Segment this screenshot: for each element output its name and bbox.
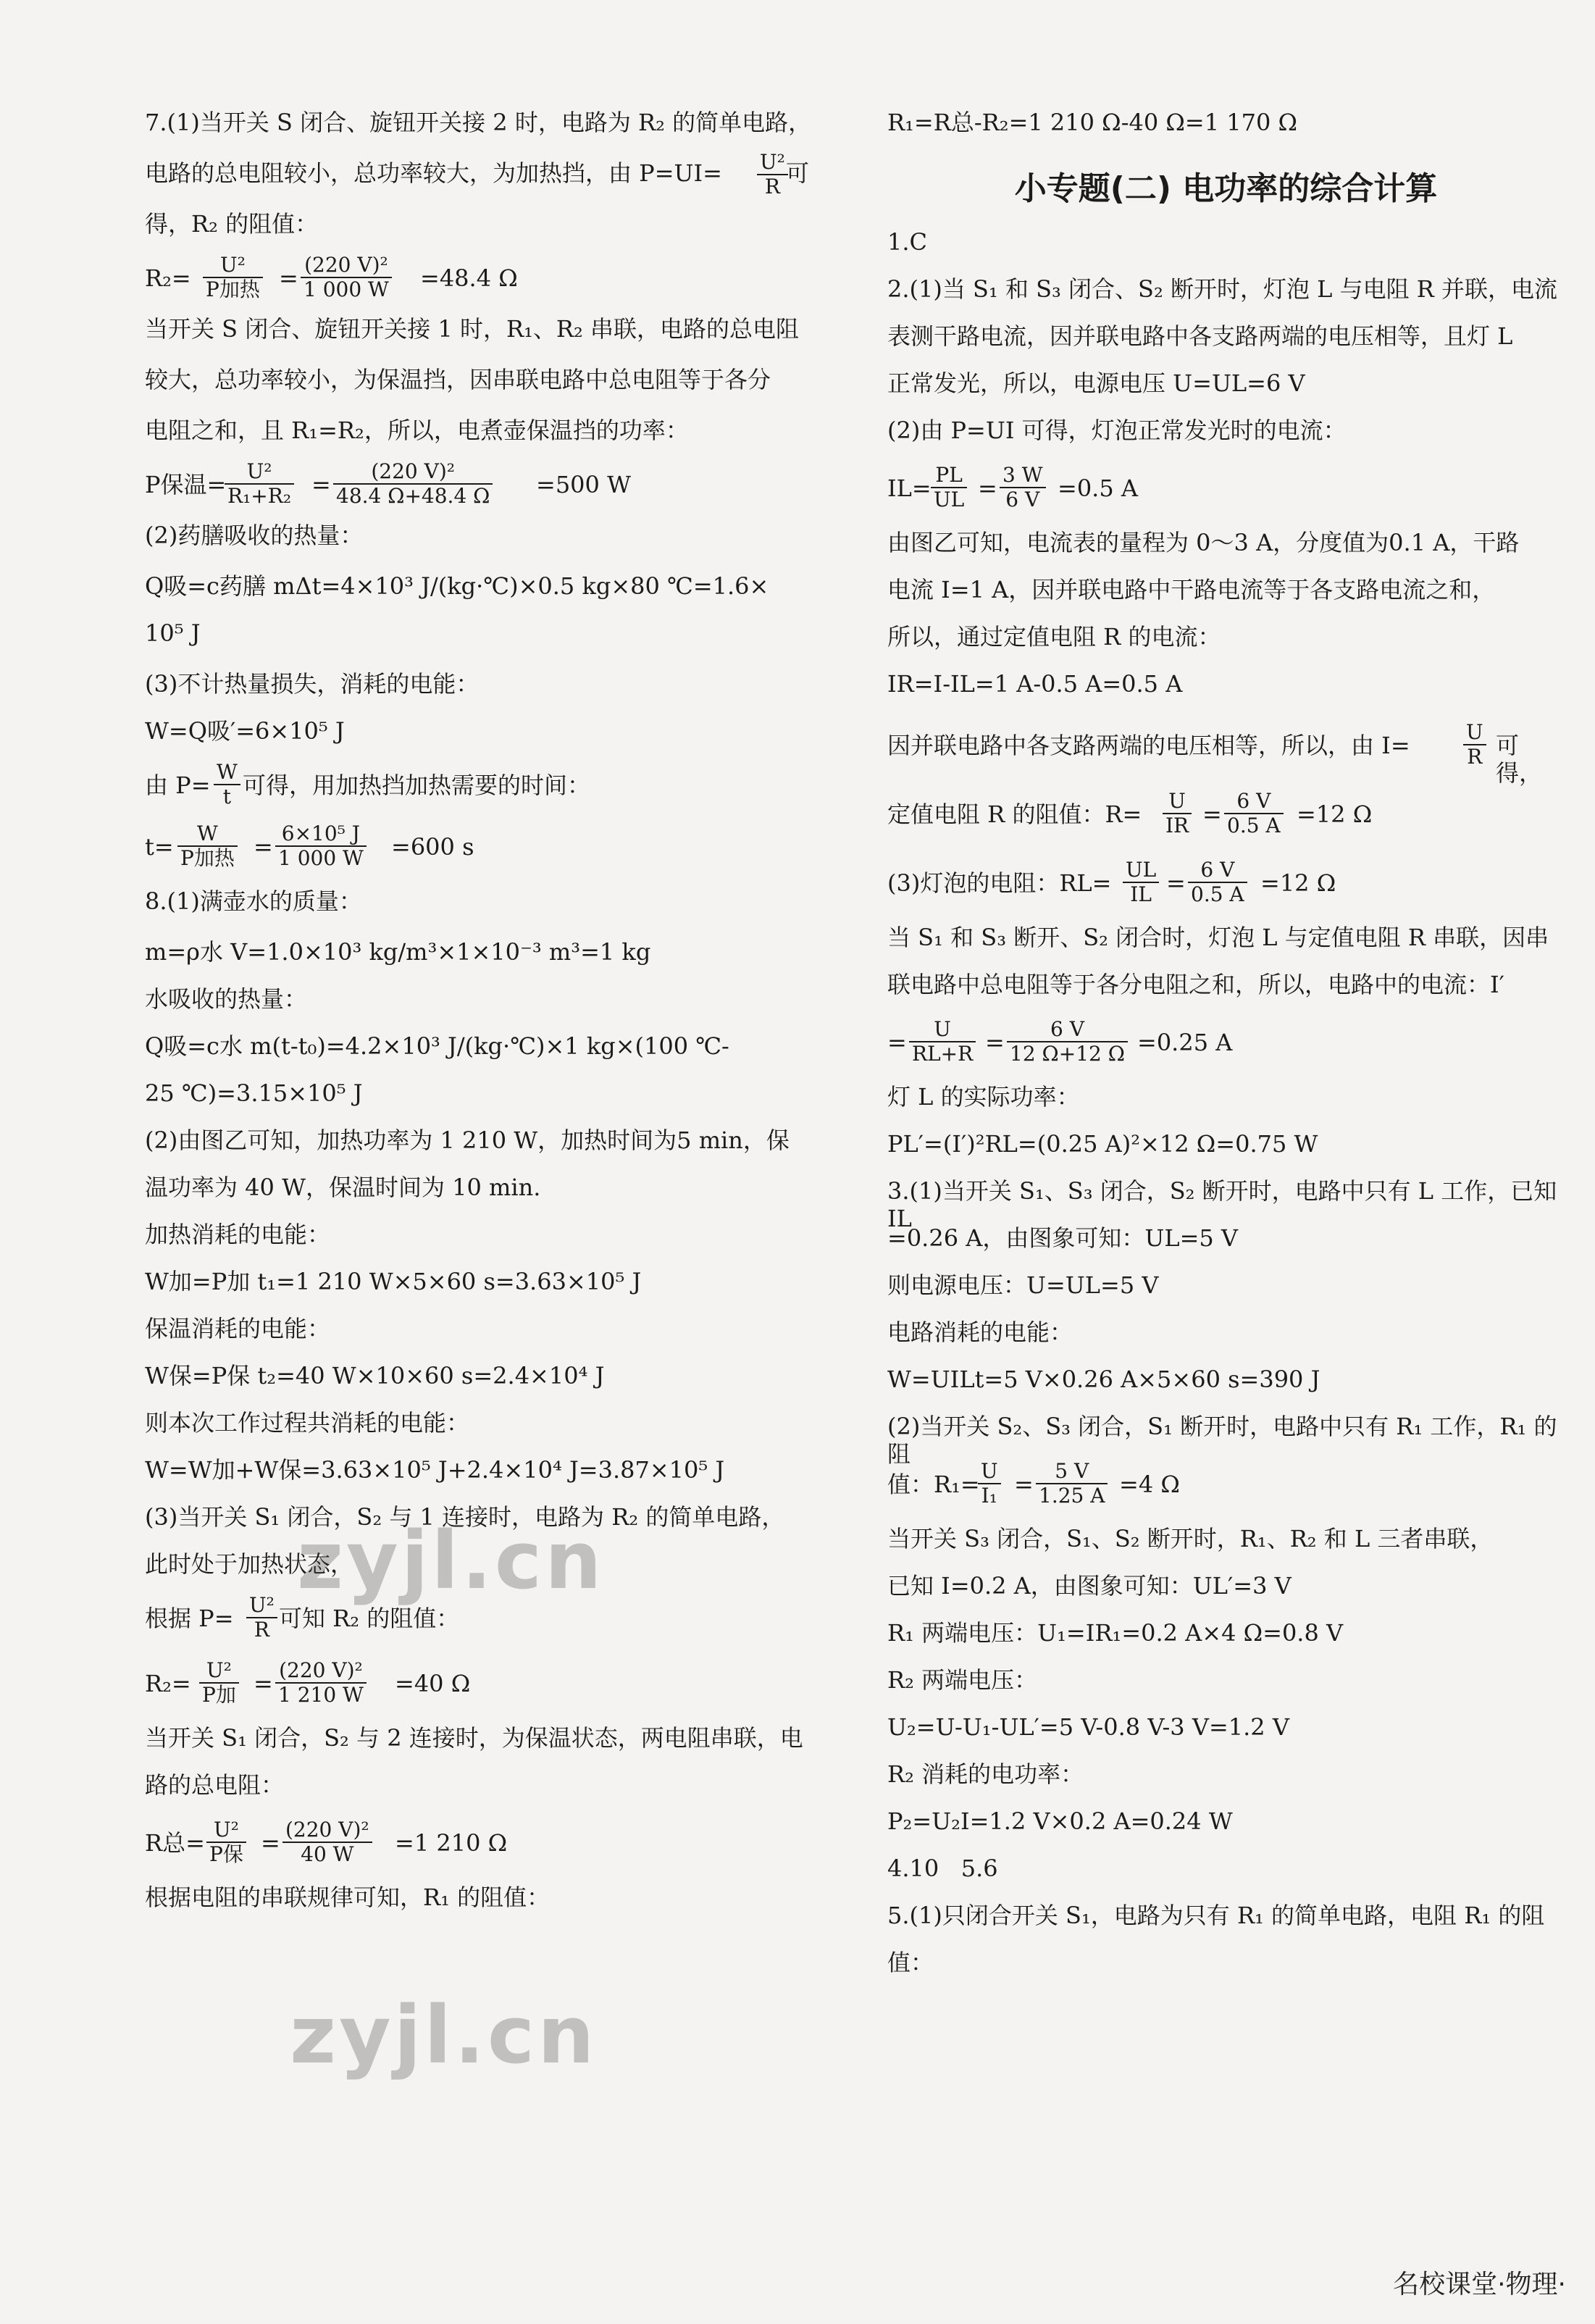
text-line: W=Q吸′=6×10⁵ J — [145, 717, 345, 745]
fraction-denominator: R₁+R₂ — [227, 484, 292, 508]
fraction — [1163, 790, 1192, 837]
text-line: 由 P= — [145, 772, 211, 799]
text-line: 5.(1)只闭合开关 S₁，电路为只有 R₁ 的简单电路，电阻 R₁ 的阻 — [887, 1902, 1545, 1929]
text-line: 加热消耗的电能： — [145, 1221, 331, 1248]
text-line: 3.(1)当开关 S₁、S₃ 闭合，S₂ 断开时，电路中只有 L 工作，已知 IL — [887, 1177, 1565, 1232]
text-line: R₂ 消耗的电功率： — [887, 1760, 1084, 1788]
text-line: 则本次工作过程共消耗的电能： — [145, 1409, 470, 1437]
fraction — [199, 1659, 239, 1707]
fraction-denominator: 1 210 W — [278, 1683, 364, 1707]
fraction — [1000, 464, 1046, 511]
text-line: P₂=U₂I=1.2 V×0.2 A=0.24 W — [887, 1807, 1233, 1835]
text-line: R₁=R总-R₂=1 210 Ω-40 Ω=1 170 Ω — [887, 109, 1298, 136]
fraction-numerator: 3 W — [1000, 464, 1046, 488]
fraction-denominator: 1 000 W — [303, 277, 389, 301]
fraction-denominator: IR — [1165, 814, 1189, 837]
text-line: W保=P保 t₂=40 W×10×60 s=2.4×10⁴ J — [145, 1362, 605, 1389]
text-line: 7.(1)当开关 S 闭合、旋钮开关接 2 时，电路为 R₂ 的简单电路， — [145, 109, 812, 136]
text-line: 较大，总功率较小，为保温挡，因串联电路中总电阻等于各分 — [145, 366, 771, 393]
watermark: zyjl.cn — [290, 1989, 598, 2081]
fraction-numerator: 6 V — [1188, 858, 1247, 883]
fraction — [282, 1818, 372, 1866]
text-line: (3)不计热量损失，消耗的电能： — [145, 670, 480, 698]
fraction-denominator: 40 W — [301, 1842, 354, 1866]
fraction-numerator: W — [177, 822, 238, 847]
fraction — [1463, 721, 1486, 769]
text-line: =40 Ω — [395, 1670, 471, 1697]
fraction-denominator: RL+R — [912, 1042, 974, 1066]
fraction-denominator: I₁ — [981, 1484, 997, 1508]
text-line: =600 s — [391, 833, 474, 861]
text-line: 2.(1)当 S₁ 和 S₃ 闭合、S₂ 断开时，灯泡 L 与电阻 R 并联，电流 — [887, 275, 1558, 303]
fraction-numerator: U — [1163, 790, 1192, 814]
text-line: R₂ 两端电压： — [887, 1666, 1038, 1694]
text-line: =12 Ω — [1260, 869, 1336, 897]
text-line: =1 210 Ω — [395, 1829, 508, 1857]
fraction-denominator: UL — [934, 488, 965, 511]
text-line: 电流 I=1 A，因并联电路中干路电流等于各支路电流之和， — [887, 576, 1496, 603]
text-line: U₂=U-U₁-UL′=5 V-0.8 V-3 V=1.2 V — [887, 1713, 1289, 1741]
text-line: 正常发光，所以，电源电压 U=UL=6 V — [887, 369, 1305, 397]
text-line: R₂= — [145, 264, 191, 292]
text-line: 4.10 5.6 — [887, 1855, 998, 1882]
text-line: R₁ 两端电压：U₁=IR₁=0.2 A×4 Ω=0.8 V — [887, 1619, 1344, 1647]
fraction-denominator: 48.4 Ω+48.4 Ω — [336, 484, 490, 508]
fraction — [206, 1818, 246, 1866]
fraction-numerator: U — [978, 1460, 1001, 1484]
footer-label: 名校课堂·物理· — [1393, 2270, 1566, 2299]
text-line: IL= — [887, 475, 932, 502]
text-line: t= — [145, 833, 174, 861]
text-line: (2)当开关 S₂、S₃ 闭合，S₁ 断开时，电路中只有 R₁ 工作，R₁ 的阻 — [887, 1413, 1557, 1468]
fraction — [1036, 1460, 1108, 1508]
fraction-numerator: (220 V)² — [301, 254, 392, 278]
text-line: 则电源电压：U=UL=5 V — [887, 1271, 1159, 1299]
text-line: W=UILt=5 V×0.26 A×5×60 s=390 J — [887, 1366, 1320, 1393]
fraction — [931, 464, 967, 511]
text-line: 可得， — [1496, 732, 1543, 787]
text-line: =500 W — [536, 471, 631, 498]
fraction-denominator: P加热 — [206, 277, 260, 301]
fraction — [757, 151, 788, 198]
fraction — [978, 1460, 1001, 1508]
watermark: zyjl.cn — [297, 1514, 605, 1607]
text-line: W=W加+W保=3.63×10⁵ J+2.4×10⁴ J=3.87×10⁵ J — [145, 1456, 725, 1484]
text-line: 可知 R₂ 的阻值： — [279, 1605, 460, 1632]
text-line: m=ρ水 V=1.0×10³ kg/m³×1×10⁻³ m³=1 kg — [145, 938, 651, 966]
text-line: = — [261, 1829, 280, 1857]
fraction-numerator: (220 V)² — [333, 460, 493, 485]
fraction-denominator: P加 — [202, 1683, 236, 1707]
fraction-denominator: IL — [1130, 882, 1152, 906]
fraction-numerator: 6 V — [1007, 1018, 1128, 1042]
fraction-denominator: R — [254, 1618, 269, 1642]
text-line: (2)由 P=UI 可得，灯泡正常发光时的电流： — [887, 417, 1347, 444]
text-line: 电路消耗的电能： — [887, 1318, 1073, 1346]
fraction-numerator: U — [909, 1018, 976, 1042]
fraction — [246, 1594, 277, 1642]
fraction-numerator: (220 V)² — [282, 1818, 372, 1843]
text-line: = — [887, 1029, 907, 1056]
text-line: =0.26 A，由图象可知：UL=5 V — [887, 1224, 1239, 1252]
text-line: 当开关 S 闭合、旋钮开关接 1 时，R₁、R₂ 串联，电路的总电阻 — [145, 315, 799, 343]
fraction — [203, 254, 263, 301]
fraction-numerator: U² — [203, 254, 263, 278]
text-line: = — [1202, 801, 1222, 828]
text-line: P保温= — [145, 471, 227, 498]
text-line: (3)当开关 S₁ 闭合，S₂ 与 1 连接时，电路为 R₂ 的简单电路， — [145, 1503, 785, 1531]
text-line: =0.5 A — [1058, 475, 1138, 502]
text-line: 8.(1)满壶水的质量： — [145, 887, 362, 915]
text-line: (2)药膳吸收的热量： — [145, 522, 364, 549]
text-line: 由图乙可知，电流表的量程为 0～3 A，分度值为0.1 A，干路 — [887, 529, 1520, 556]
fraction-numerator: 6×10⁵ J — [275, 822, 367, 847]
text-line: 当开关 S₃ 闭合，S₁、S₂ 断开时，R₁、R₂ 和 L 三者串联， — [887, 1525, 1494, 1552]
text-line: 表测干路电流，因并联电路中各支路两端的电压相等，且灯 L — [887, 322, 1513, 350]
fraction-numerator: U² — [199, 1659, 239, 1684]
text-line: (2)由图乙可知，加热功率为 1 210 W，加热时间为5 min，保 — [145, 1127, 790, 1154]
fraction — [177, 822, 238, 870]
fraction-numerator: U² — [757, 151, 788, 175]
fraction-denominator: R — [1467, 745, 1483, 769]
fraction-denominator: 12 Ω+12 Ω — [1010, 1042, 1125, 1066]
fraction-numerator: W — [214, 761, 240, 785]
text-line: 根据 P= — [145, 1605, 234, 1632]
section-heading: 小专题(二) 电功率的综合计算 — [1014, 170, 1438, 207]
text-line: 值：R₁= — [887, 1471, 980, 1498]
text-line: 联电路中总电阻等于各分电阻之和，所以，电路中的电流：I′ — [887, 971, 1504, 998]
text-line: 电阻之和，且 R₁=R₂，所以，电煮壶保温挡的功率： — [145, 417, 689, 444]
fraction — [1188, 858, 1247, 906]
fraction-numerator: U² — [206, 1818, 246, 1843]
text-line: = — [1014, 1471, 1034, 1498]
text-line: = — [254, 833, 273, 861]
text-line: IR=I-IL=1 A-0.5 A=0.5 A — [887, 670, 1183, 698]
text-line: 此时处于加热状态， — [145, 1550, 354, 1578]
text-line: Q吸=c药膳 mΔt=4×10³ J/(kg·℃)×0.5 kg×80 ℃=1.6× — [145, 572, 769, 600]
fraction-denominator: R — [764, 175, 780, 198]
fraction-denominator: 1 000 W — [278, 846, 364, 870]
fraction — [1123, 858, 1159, 906]
text-line: 灯 L 的实际功率： — [887, 1083, 1080, 1111]
fraction-numerator: U — [1463, 721, 1486, 745]
fraction-denominator: 0.5 A — [1227, 814, 1281, 837]
fraction-numerator: PL — [931, 464, 967, 488]
fraction — [909, 1018, 976, 1066]
text-line: 所以，通过定值电阻 R 的电流： — [887, 623, 1221, 651]
text-line: R₂= — [145, 1670, 191, 1697]
text-line: 25 ℃)=3.15×10⁵ J — [145, 1079, 363, 1107]
text-line: 路的总电阻： — [145, 1771, 285, 1799]
fraction-numerator: U² — [246, 1594, 277, 1618]
text-line: R总= — [145, 1829, 205, 1857]
text-line: 定值电阻 R 的阻值：R= — [887, 801, 1142, 828]
text-line: 当 S₁ 和 S₃ 断开、S₂ 闭合时，灯泡 L 与定值电阻 R 串联，因串 — [887, 924, 1549, 951]
fraction — [275, 822, 367, 870]
text-line: 10⁵ J — [145, 619, 201, 647]
fraction-numerator: 5 V — [1036, 1460, 1108, 1484]
fraction-denominator: t — [222, 785, 232, 808]
fraction — [225, 460, 294, 508]
text-line: 已知 I=0.2 A，由图象可知：UL′=3 V — [887, 1572, 1292, 1600]
fraction-numerator: 6 V — [1224, 790, 1284, 814]
text-line: = — [311, 471, 331, 498]
text-line: =12 Ω — [1297, 801, 1373, 828]
text-line: = — [1166, 869, 1186, 897]
fraction — [1224, 790, 1284, 837]
text-line: 可 — [786, 159, 810, 187]
fraction-numerator: U² — [225, 460, 294, 485]
text-line: 根据电阻的串联规律可知，R₁ 的阻值： — [145, 1884, 550, 1911]
fraction-denominator: 6 V — [1005, 488, 1040, 511]
text-line: 值： — [887, 1949, 934, 1976]
text-line: (3)灯泡的电阻：RL= — [887, 869, 1112, 897]
fraction — [1007, 1018, 1128, 1066]
text-line: 1.C — [887, 228, 928, 256]
fraction-denominator: P保 — [209, 1842, 243, 1866]
fraction-denominator: 0.5 A — [1191, 882, 1244, 906]
text-line: = — [978, 475, 997, 502]
text-line: W加=P加 t₁=1 210 W×5×60 s=3.63×10⁵ J — [145, 1268, 642, 1295]
text-line: =0.25 A — [1137, 1029, 1233, 1056]
fraction-numerator: (220 V)² — [275, 1659, 367, 1684]
text-line: 得，R₂ 的阻值： — [145, 210, 319, 238]
text-line: 水吸收的热量： — [145, 985, 308, 1013]
fraction-denominator: P加热 — [180, 846, 235, 870]
text-line: 保温消耗的电能： — [145, 1315, 331, 1342]
text-line: 电路的总电阻较小，总功率较大，为加热挡，由 P=UI= — [145, 159, 722, 187]
text-line: =4 Ω — [1119, 1471, 1180, 1498]
text-line: 因并联电路中各支路两端的电压相等，所以，由 I= — [887, 732, 1410, 759]
fraction — [301, 254, 392, 301]
text-line: 温功率为 40 W，保温时间为 10 min. — [145, 1174, 541, 1201]
fraction — [275, 1659, 367, 1707]
text-line: 可得，用加热挡加热需要的时间： — [243, 772, 591, 799]
text-line: = — [279, 264, 298, 292]
text-line: Q吸=c水 m(t-t₀)=4.2×10³ J/(kg·℃)×1 kg×(100 ℃- — [145, 1032, 729, 1060]
fraction — [333, 460, 493, 508]
fraction-denominator: 1.25 A — [1039, 1484, 1105, 1508]
text-line: = — [254, 1670, 273, 1697]
text-line: = — [985, 1029, 1005, 1056]
text-line: PL′=(I′)²RL=(0.25 A)²×12 Ω=0.75 W — [887, 1130, 1318, 1158]
text-line: =48.4 Ω — [420, 264, 518, 292]
fraction — [214, 761, 240, 808]
fraction-numerator: UL — [1123, 858, 1159, 883]
text-line: 当开关 S₁ 闭合，S₂ 与 2 连接时，为保温状态，两电阻串联，电 — [145, 1724, 803, 1752]
